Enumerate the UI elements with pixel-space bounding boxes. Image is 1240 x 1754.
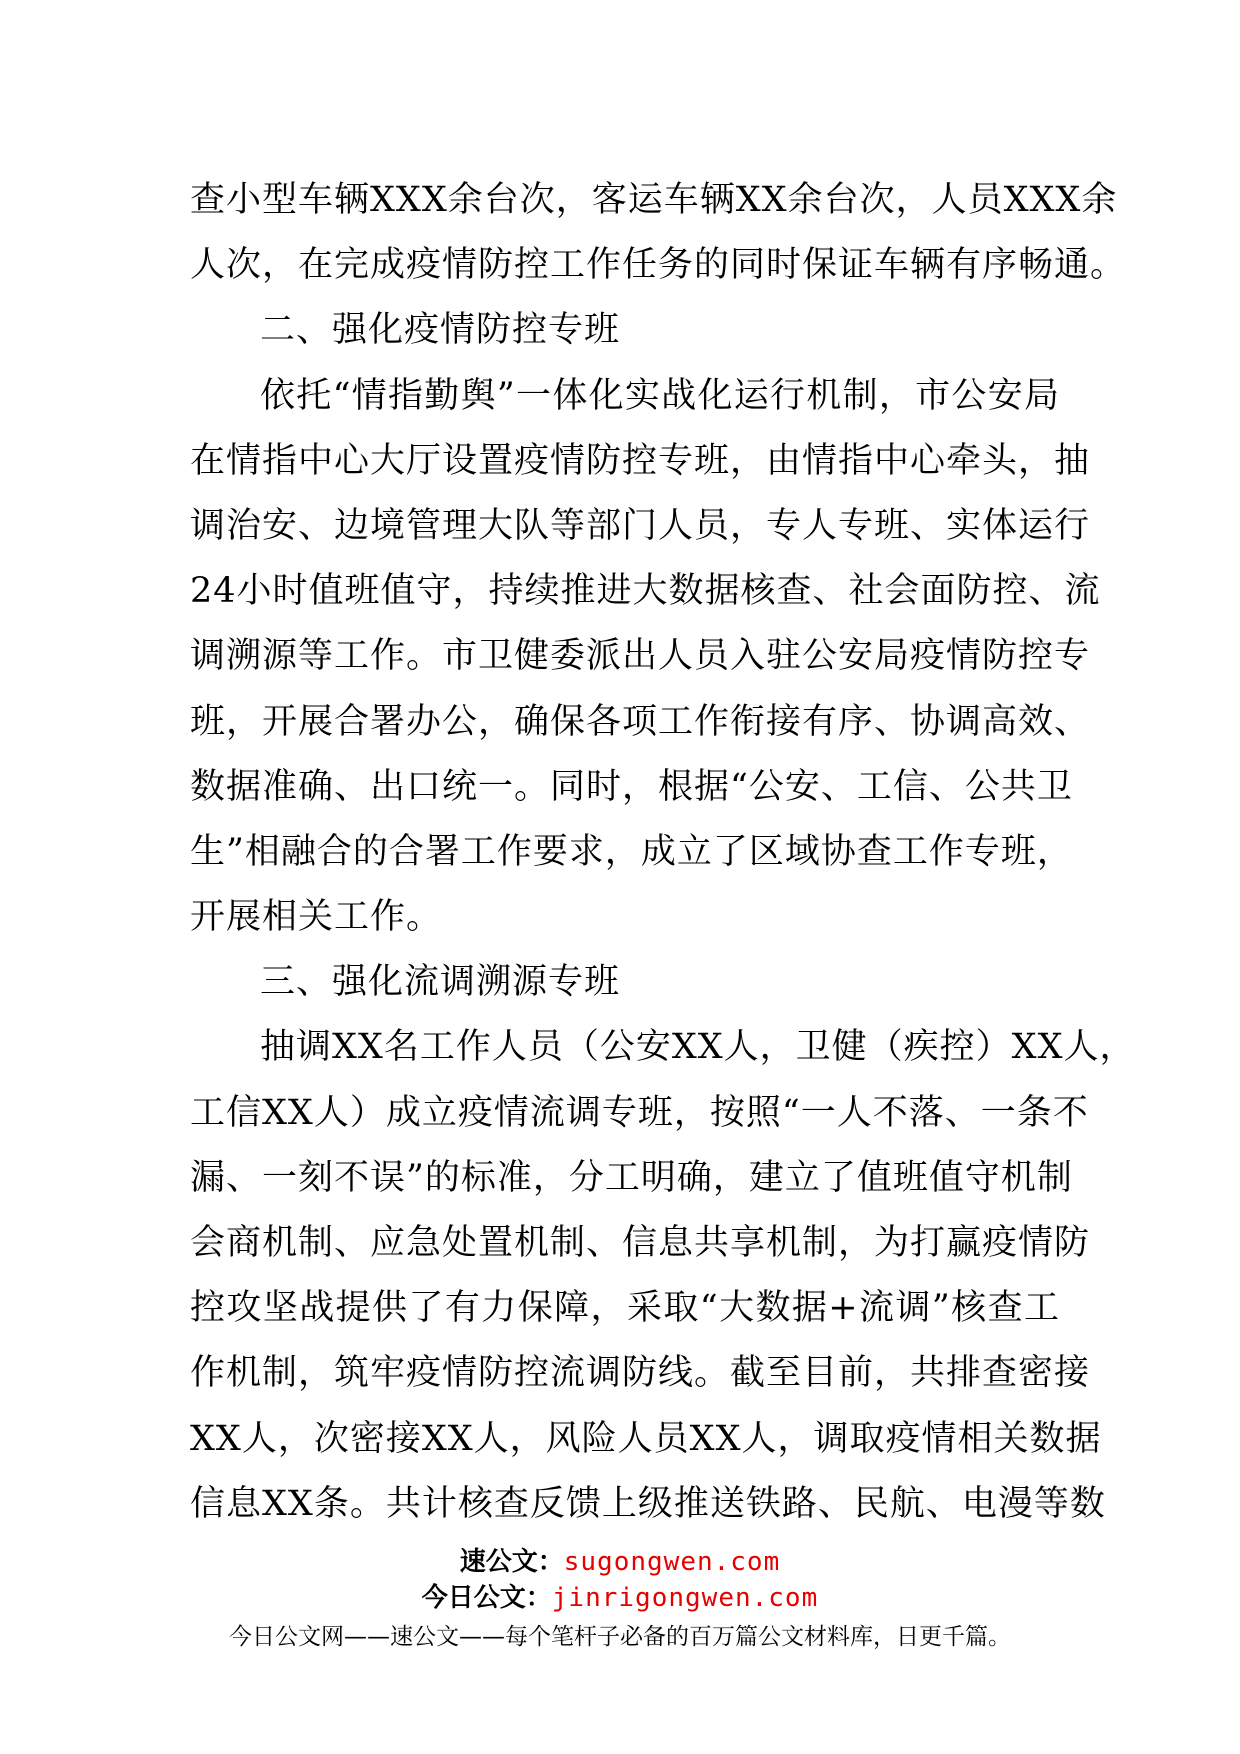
body-line: 24小时值班值守，持续推进大数据核查、社会面防控、流: [190, 571, 1101, 612]
body-line: 查小型车辆XXX余台次，客运车辆XX余台次，人员XXX余: [190, 180, 1118, 220]
footer-label: 速公文：: [459, 1547, 564, 1577]
body-line: 调溯源等工作。市卫健委派出人员入驻公安局疫情防控专: [190, 636, 1091, 677]
body-line: 班，开展合署办公，确保各项工作衔接有序、协调高效、: [190, 701, 1091, 742]
body-line: 调治安、边境管理大队等部门人员，专人专班、实体运行: [190, 505, 1091, 546]
footer-sugongwen: [0, 1546, 1240, 1578]
section-heading-2: 二、强化疫情防控专班: [260, 310, 621, 351]
body-line: 依托“情指勤舆”一体化实战化运行机制，市公安局: [260, 375, 1060, 416]
body-line: 抽调XX名工作人员（公安XX人，卫健（疾控）XX人，: [260, 1027, 1136, 1068]
body-line: 数据准确、出口统一。同时，根据“公安、工信、公共卫: [190, 766, 1073, 807]
footer-jinrigongwen: [0, 1582, 1240, 1614]
body-line: 控攻坚战提供了有力保障，采取“大数据+流调”核查工: [190, 1288, 1060, 1329]
body-line: 人次，在完成疫情防控工作任务的同时保证车辆有序畅通。: [190, 245, 1127, 286]
body-line: 生”相融合的合署工作要求，成立了区域协查工作专班，: [190, 831, 1073, 872]
body-line: XX人，次密接XX人，风险人员XX人，调取疫情相关数据: [190, 1418, 1102, 1459]
body-line: 在情指中心大厅设置疫情防控专班，由情指中心牵头，抽: [190, 440, 1091, 481]
sugongwen-link[interactable]: sugongwen.com: [563, 1547, 781, 1577]
footer-label: 今日公文：: [421, 1583, 552, 1613]
body-line: 信息XX条。共计核查反馈上级推送铁路、民航、电漫等数: [190, 1483, 1106, 1524]
body-line: 开展相关工作。: [190, 897, 443, 938]
jinrigongwen-link[interactable]: jinrigongwen.com: [551, 1583, 819, 1613]
body-line: 工信XX人）成立疫情流调专班，按照“一人不落、一条不: [190, 1092, 1089, 1133]
body-line: 漏、一刻不误”的标准，分工明确，建立了值班值守机制: [190, 1157, 1073, 1198]
body-line: 作机制，筑牢疫情防控流调防线。截至目前，共排查密接: [190, 1353, 1091, 1394]
body-line: 会商机制、应急处置机制、信息共享机制，为打赢疫情防: [190, 1223, 1091, 1263]
document-body: [190, 168, 1136, 1537]
section-heading-3: 三、强化流调溯源专班: [260, 962, 621, 1003]
footer-slogan: 今日公文网——速公文——每个笔杆子必备的百万篇公文材料库，日更千篇。: [229, 1624, 1011, 1650]
